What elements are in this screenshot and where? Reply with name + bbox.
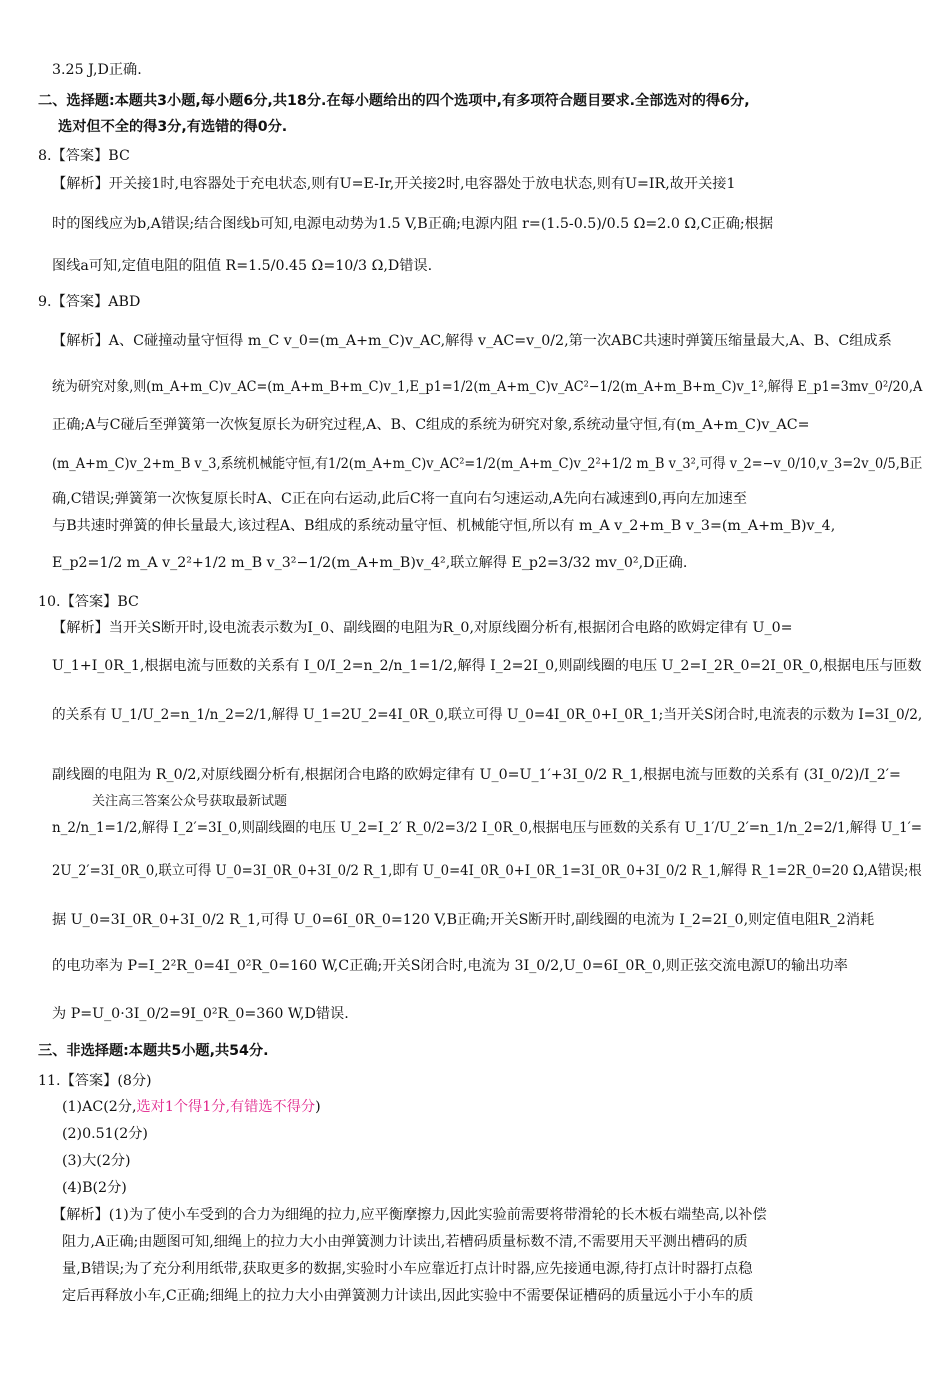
q10-analysis-4: 副线圈的电阻为 R_0/2,对原线圈分析有,根据闭合电路的欧姆定律有 U_0=U_1′+3I_0/2 R_1,根据电流与匝数的关系有 (3I_0/2)/I_2′= bbox=[52, 767, 901, 783]
q9-analysis-7: E_p2=1/2 m_A v_2²+1/2 m_B v_3²−1/2(m_A+m_B)v_4²,联立解得 E_p2=3/32 mv_0²,D正确. bbox=[52, 555, 688, 571]
q10-analysis-5: n_2/n_1=1/2,解得 I_2′=3I_0,则副线圈的电压 U_2=I_2′ R_0/2=3/2 I_0R_0,根据电压与匝数的关系有 U_1′/U_2′=n_1/n_2=2/1,解得 U_1′= bbox=[52, 820, 923, 836]
section-3-heading: 三、非选择题:本题共5小题,共54分. bbox=[38, 1043, 269, 1059]
q10-analysis-9: 为 P=U_0·3I_0/2=9I_0²R_0=360 W,D错误. bbox=[52, 1006, 349, 1022]
q11-analysis-4: 定后再释放小车,C正确;细绳上的拉力大小由弹簧测力计读出,因此实验中不需要保证槽码的质量远小于小车的质 bbox=[62, 1288, 754, 1304]
q9-analysis-2: 统为研究对象,则(m_A+m_C)v_AC=(m_A+m_B+m_C)v_1,E_p1=1/2(m_A+m_C)v_AC²−1/2(m_A+m_B+m_C)v_1²,解得 E_p1=3mv_0²/20,A bbox=[52, 379, 923, 395]
q9-analysis-5: 确,C错误;弹簧第一次恢复原长时A、C正在向右运动,此后C将一直向右匀速运动,A先向右减速到0,再向左加速至 bbox=[52, 491, 747, 507]
q9-answer: 9.【答案】ABD bbox=[38, 294, 141, 310]
q11-answer: 11.【答案】(8分) bbox=[38, 1073, 152, 1089]
q9-analysis-4: (m_A+m_C)v_2+m_B v_3,系统机械能守恒,有1/2(m_A+m_C)v_AC²=1/2(m_A+m_C)v_2²+1/2 m_B v_3²,可得 v_2=−v_0/10,v_3=2v_0/5,B正 bbox=[52, 456, 923, 472]
q11-part-3: (3)大(2分) bbox=[62, 1153, 131, 1169]
q8-analysis-1: 【解析】开关接1时,电容器处于充电状态,则有U=E-Ir,开关接2时,电容器处于放电状态,则有U=IR,故开关接1 bbox=[52, 176, 736, 192]
q11-part-4: (4)B(2分) bbox=[62, 1180, 127, 1196]
q10-analysis-6: 2U_2′=3I_0R_0,联立可得 U_0=3I_0R_0+3I_0/2 R_1,即有 U_0=4I_0R_0+I_0R_1=3I_0R_0+3I_0/2 R_1,解得 R_1=2R_0=20 Ω,A错误;根 bbox=[52, 863, 922, 879]
q11-part-1-scoring-note: 选对1个得1分,有错选不得分 bbox=[136, 1099, 316, 1115]
q10-analysis-8: 的电功率为 P=I_2²R_0=4I_0²R_0=160 W,C正确;开关S闭合时,电流为 3I_0/2,U_0=6I_0R_0,则正弦交流电源U的输出功率 bbox=[52, 958, 848, 974]
line-3-25J: 3.25 J,D正确. bbox=[52, 62, 142, 78]
q8-analysis-2: 时的图线应为b,A错误;结合图线b可知,电源电动势为1.5 V,B正确;电源内阻 r=(1.5-0.5)/0.5 Ω=2.0 Ω,C正确;根据 bbox=[52, 216, 774, 232]
q10-analysis-1: 【解析】当开关S断开时,设电流表示数为I_0、副线圈的电阻为R_0,对原线圈分析有,根据闭合电路的欧姆定律有 U_0= bbox=[52, 620, 793, 636]
section-2-heading-cont: 选对但不全的得3分,有选错的得0分. bbox=[58, 119, 288, 135]
q9-analysis-1: 【解析】A、C碰撞动量守恒得 m_C v_0=(m_A+m_C)v_AC,解得 v_AC=v_0/2,第一次ABC共速时弹簧压缩量最大,A、B、C组成系 bbox=[52, 333, 892, 349]
section-2-heading: 二、选择题:本题共3小题,每小题6分,共18分.在每小题给出的四个选项中,有多项符合题目要求.全部选对的得6分, bbox=[38, 93, 750, 109]
q10-analysis-3: 的关系有 U_1/U_2=n_1/n_2=2/1,解得 U_1=2U_2=4I_0R_0,联立可得 U_0=4I_0R_0+I_0R_1;当开关S闭合时,电流表的示数为 I=3I_0/2, bbox=[52, 707, 923, 723]
q11-analysis-1: 【解析】(1)为了使小车受到的合力为细绳的拉力,应平衡摩擦力,因此实验前需要将带滑轮的长木板右端垫高,以补偿 bbox=[52, 1207, 767, 1223]
q8-answer: 8.【答案】BC bbox=[38, 148, 130, 164]
q11-part-1-close: ) bbox=[315, 1099, 321, 1115]
q8-analysis-3: 图线a可知,定值电阻的阻值 R=1.5/0.45 Ω=10/3 Ω,D错误. bbox=[52, 258, 433, 274]
q11-analysis-2: 阻力,A正确;由题图可知,细绳上的拉力大小由弹簧测力计读出,若槽码质量标数不清,不需要用天平测出槽码的质 bbox=[62, 1234, 748, 1250]
q11-analysis-3: 量,B错误;为了充分利用纸带,获取更多的数据,实验时小车应靠近打点计时器,应先接通电源,待打点计时器打点稳 bbox=[62, 1261, 753, 1277]
q11-part-2: (2)0.51(2分) bbox=[62, 1126, 148, 1142]
watermark-note: 关注高三答案公众号获取最新试题 bbox=[92, 794, 288, 809]
q11-part-1 bbox=[62, 1097, 321, 1117]
q9-analysis-6: 与B共速时弹簧的伸长量最大,该过程A、B组成的系统动量守恒、机械能守恒,所以有 m_A v_2+m_B v_3=(m_A+m_B)v_4, bbox=[52, 518, 836, 534]
q11-part-1-label: (1)AC(2分, bbox=[62, 1099, 137, 1115]
q10-analysis-7: 据 U_0=3I_0R_0+3I_0/2 R_1,可得 U_0=6I_0R_0=120 V,B正确;开关S断开时,副线圈的电流为 I_2=2I_0,则定值电阻R_2消耗 bbox=[52, 912, 875, 928]
q10-analysis-2: U_1+I_0R_1,根据电流与匝数的关系有 I_0/I_2=n_2/n_1=1/2,解得 I_2=2I_0,则副线圈的电压 U_2=I_2R_0=2I_0R_0,根据电压与匝数 bbox=[52, 658, 922, 674]
q10-answer: 10.【答案】BC bbox=[38, 594, 139, 610]
q9-analysis-3: 正确;A与C碰后至弹簧第一次恢复原长为研究过程,A、B、C组成的系统为研究对象,系统动量守恒,有(m_A+m_C)v_AC= bbox=[52, 417, 810, 433]
